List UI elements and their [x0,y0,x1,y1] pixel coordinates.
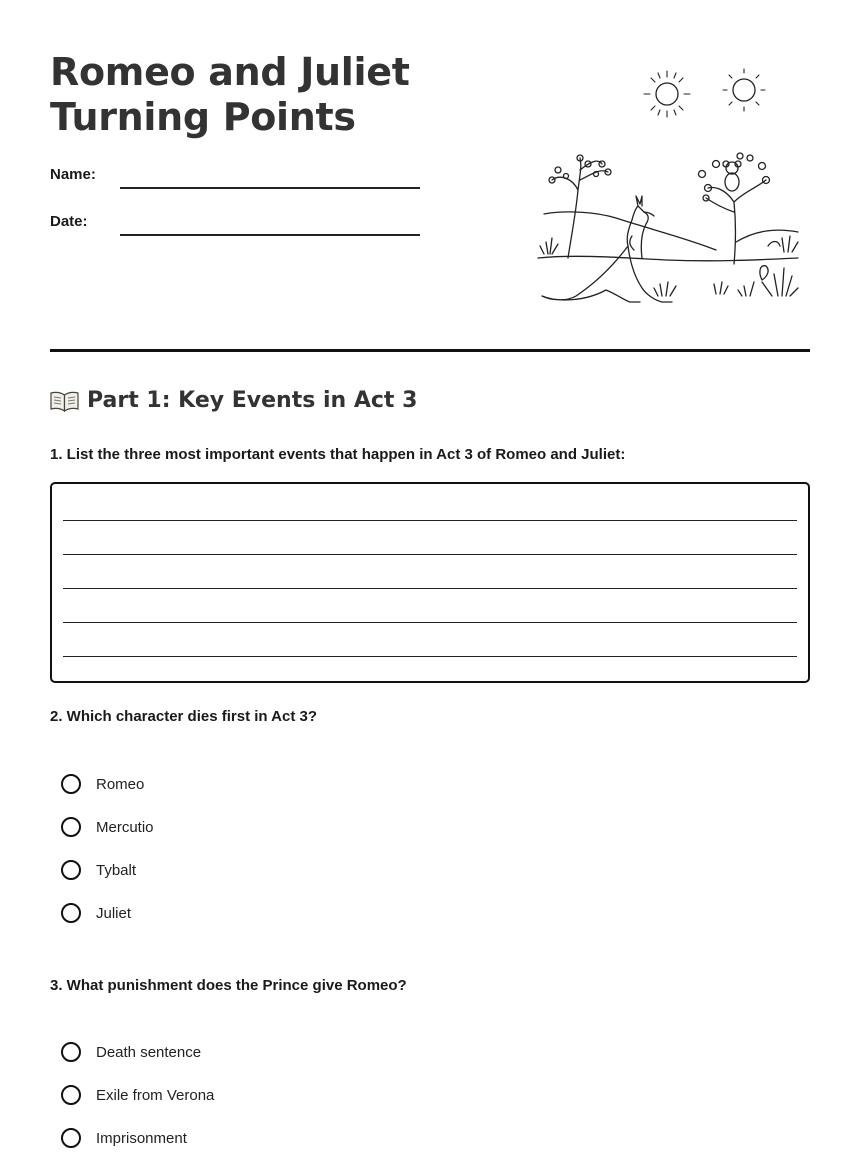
outback-illustration [536,62,802,308]
title-line-2: Turning Points [50,95,356,139]
question-1: 1. List the three most important events that happen in Act 3 of Romeo and Juliet: [50,446,626,463]
option-label: Romeo [96,775,145,793]
option-romeo[interactable] [60,771,144,797]
radio-button[interactable] [61,860,81,880]
worksheet-title [50,50,410,140]
sun-icon [723,69,765,111]
answer-line [63,520,797,521]
part1-heading [50,388,417,413]
radio-button[interactable] [61,774,81,794]
question-3: 3. What punishment does the Prince give Romeo? [50,977,407,994]
name-field[interactable] [120,187,420,189]
date-label: Date: [50,213,88,230]
option-label: Exile from Verona [96,1086,215,1104]
option-label: Imprisonment [96,1129,187,1147]
answer-box[interactable] [50,482,810,683]
title-line-1: Romeo and Juliet [50,50,410,94]
radio-button[interactable] [61,1042,81,1062]
option-label: Juliet [96,904,132,922]
sun-icon [644,71,690,117]
option-imprisonment[interactable] [60,1125,187,1151]
open-book-icon [50,390,79,412]
option-mercutio[interactable] [60,814,154,840]
date-field[interactable] [120,234,420,236]
answer-line [63,656,797,657]
radio-button[interactable] [61,1085,81,1105]
answer-line [63,622,797,623]
option-tybalt[interactable] [60,857,136,883]
name-label: Name: [50,166,96,183]
grass-icon [540,236,798,296]
koala-icon [723,161,741,191]
tree-icon [549,155,611,258]
option-exile[interactable] [60,1082,214,1108]
question-2: 2. Which character dies first in Act 3? [50,708,318,725]
radio-button[interactable] [61,817,81,837]
option-label: Mercutio [96,818,154,836]
radio-button[interactable] [61,903,81,923]
option-death-sentence[interactable] [60,1039,201,1065]
answer-line [63,554,797,555]
section-divider [50,349,810,352]
option-juliet[interactable] [60,900,131,926]
option-label: Death sentence [96,1043,202,1061]
option-label: Tybalt [96,861,137,879]
radio-button[interactable] [61,1128,81,1148]
answer-line [63,588,797,589]
part1-title: Part 1: Key Events in Act 3 [87,388,418,413]
